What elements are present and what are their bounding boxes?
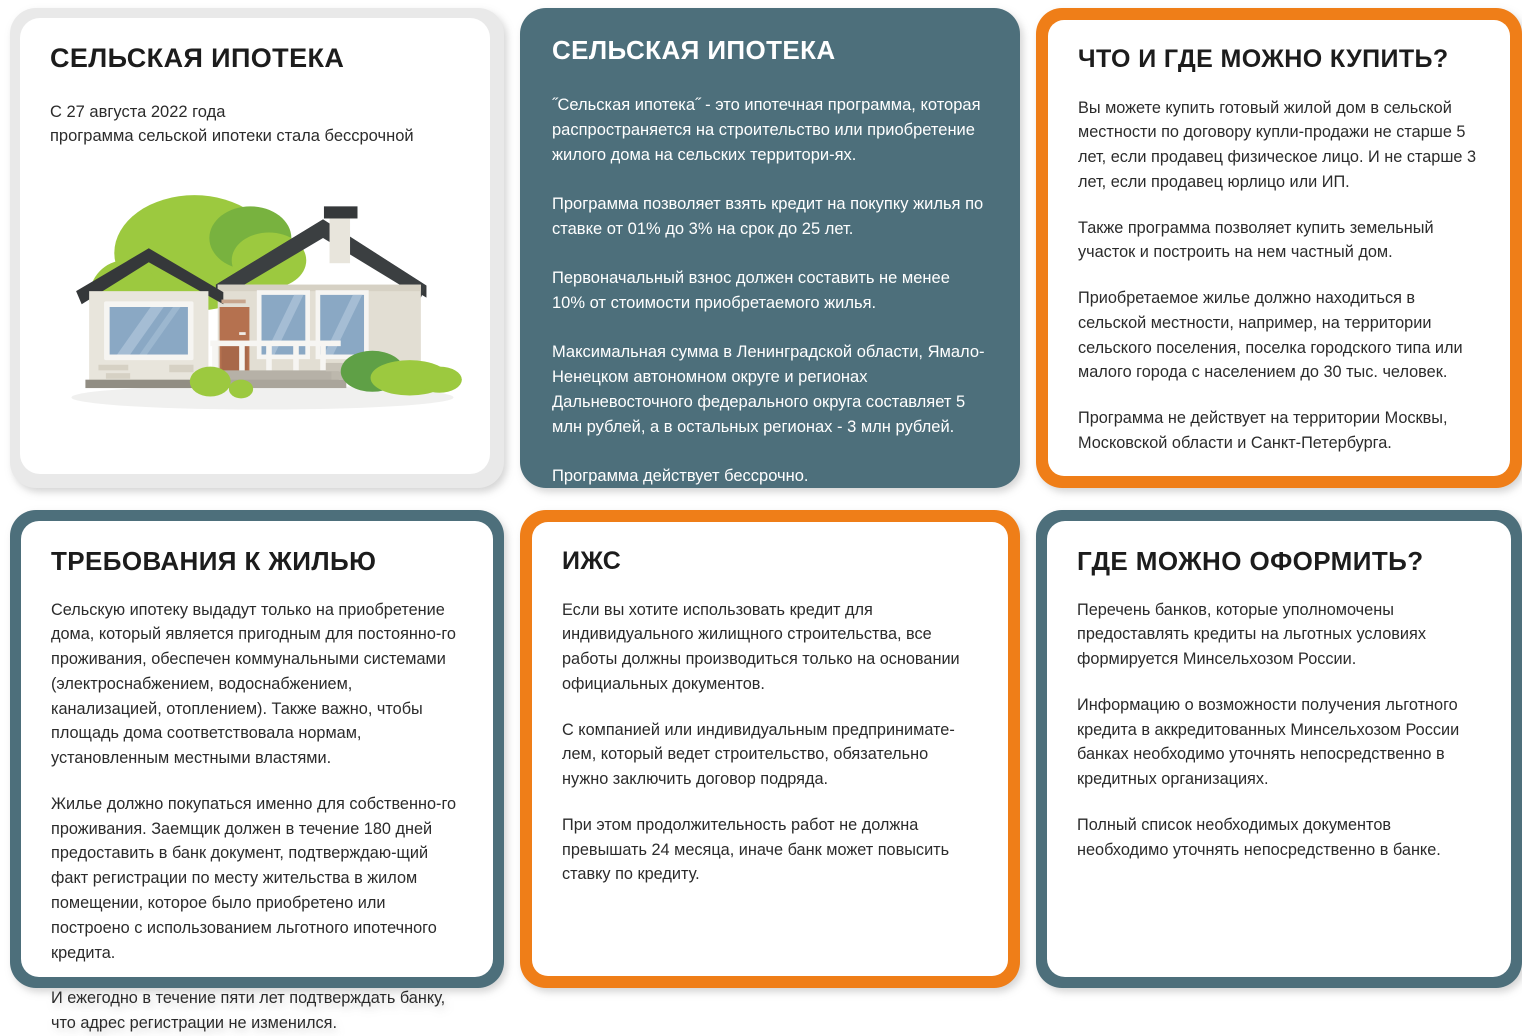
main-wall-eave-icon	[218, 284, 421, 291]
wall-trim-icon	[98, 364, 128, 370]
paragraph: Максимальная сумма в Ленинградской области, Ямало-Ненецком автономном округе и регионах Дальневосточного федерального округа составляет 5 млн рублей, а в остальных регионах - 3 млн рублей.	[552, 343, 985, 437]
paragraph: Также программа позволяет купить земельный участок и построить на нем частный дом.	[1078, 218, 1434, 262]
intro-note-line-1: С 27 августа 2022 года	[50, 102, 226, 121]
card-title: ЧТО И ГДЕ МОЖНО КУПИТЬ?	[1078, 45, 1449, 73]
paragraph: Жилье должно покупаться именно для собственно-го проживания. Заемщик должен в течение 180 дней предоставить в банк документ, подтверждаю-щий факт регистрации по месту жительства в жилом помещении, которое было приобретено или построено с использованием льготного ипотечного кредита.	[51, 794, 457, 962]
card-body	[51, 598, 463, 1036]
house-illustration-svg	[50, 157, 460, 457]
wing-window-icon	[104, 301, 193, 360]
card-title: ТРЕБОВАНИЯ К ЖИЛЬЮ	[51, 546, 377, 576]
card-body	[552, 93, 986, 490]
paragraph: Информацию о возможности получения льготного кредита в аккредитованных Минсельхозом России банках необходимо уточнять непосредственно в кредитных организациях.	[1077, 695, 1460, 789]
wall-trim-icon	[169, 364, 193, 371]
card-inner	[520, 8, 1020, 488]
card-selskaya-ipoteka-intro	[10, 8, 504, 488]
card-inner	[20, 18, 490, 474]
card-inner	[1047, 521, 1511, 977]
front-window-left-icon	[257, 290, 310, 359]
card-inner	[532, 522, 1008, 976]
card-title: СЕЛЬСКАЯ ИПОТЕКА	[552, 35, 836, 65]
card-inner	[21, 521, 493, 1033]
paragraph: Первоначальный взнос должен составить не менее 10% от стоимости приобретаемого жилья.	[552, 268, 950, 313]
paragraph: Если вы хотите использовать кредит для индивидуального жилищного строительства, все работы должны производиться только на основании официальных документов.	[562, 600, 960, 693]
paragraph: ˝Сельская ипотека˝ - это ипотечная программа, которая распространяется на строительство или приобретение жилого дома на сельских территори-ях.	[552, 95, 981, 164]
paragraph: Перечень банков, которые уполномочены предоставлять кредиты на льготных условиях формируется Минсельхозом России.	[1077, 600, 1426, 669]
card-izhs	[520, 510, 1020, 988]
card-what-and-where-to-buy	[1036, 8, 1522, 488]
card-where-to-apply	[1036, 510, 1522, 988]
paragraph: Программа не действует на территории Москвы, Московской области и Санкт-Петербурга.	[1078, 409, 1448, 452]
card-title: ГДЕ МОЖНО ОФОРМИТЬ?	[1077, 546, 1424, 576]
paragraph: Вы можете купить готовый жилой дом в сельской местности по договору купли-продажи не старше 5 лет, если продавец физическое лицо. И не старше 3 лет, если продавец юрлицо или ИП.	[1078, 98, 1477, 191]
card-inner	[1048, 20, 1510, 476]
card-title: СЕЛЬСКАЯ ИПОТЕКА	[50, 43, 345, 73]
paragraph: Программа позволяет взять кредит на покупку жилья по ставке от 01% до 3% на срок до 25 лет.	[552, 194, 984, 238]
card-housing-requirements	[10, 510, 504, 1033]
paragraph: Приобретаемое жилье должно находиться в сельской местности, например, на территории сельского поселения, поселка городского типа или малого города с населением до 30 тыс. человек.	[1078, 289, 1463, 382]
intro-note-line-2: программа сельской ипотеки стала бессрочной	[50, 127, 414, 146]
card-body	[562, 598, 978, 888]
card-body	[1077, 598, 1481, 863]
front-door-icon	[220, 299, 250, 377]
paragraph: С компанией или индивидуальным предпринимате-лем, который ведет строительство, обязательно нужно заключить договор подряда.	[562, 720, 955, 789]
paragraph: Полный список необходимых документов необходимо уточнять непосредственно в банке.	[1077, 815, 1441, 859]
card-body	[1078, 96, 1480, 456]
paragraph: При этом продолжительность работ не должна превышать 24 месяца, иначе банк может повысить ставку по кредиту.	[562, 815, 950, 884]
paragraph: Программа действует бессрочно.	[552, 467, 809, 486]
paragraph: И ежегодно в течение пяти лет подтверждать банку, что адрес регистрации не изменился.	[51, 989, 446, 1033]
card-selskaya-ipoteka-details	[520, 8, 1020, 488]
card-title: ИЖС	[562, 547, 622, 575]
wall-trim-icon	[106, 373, 130, 379]
paragraph: Сельскую ипотеку выдадут только на приобретение дома, который является пригодным для постоянно-го проживания, обеспечен коммунальными системами (электроснабжением, водоснабжением, канализацией, отоплением). Также важно, чтобы площадь дома соответствовала нормам, установленным местными властями.	[51, 600, 456, 768]
house-illustration	[50, 157, 460, 457]
intro-note	[50, 100, 460, 149]
